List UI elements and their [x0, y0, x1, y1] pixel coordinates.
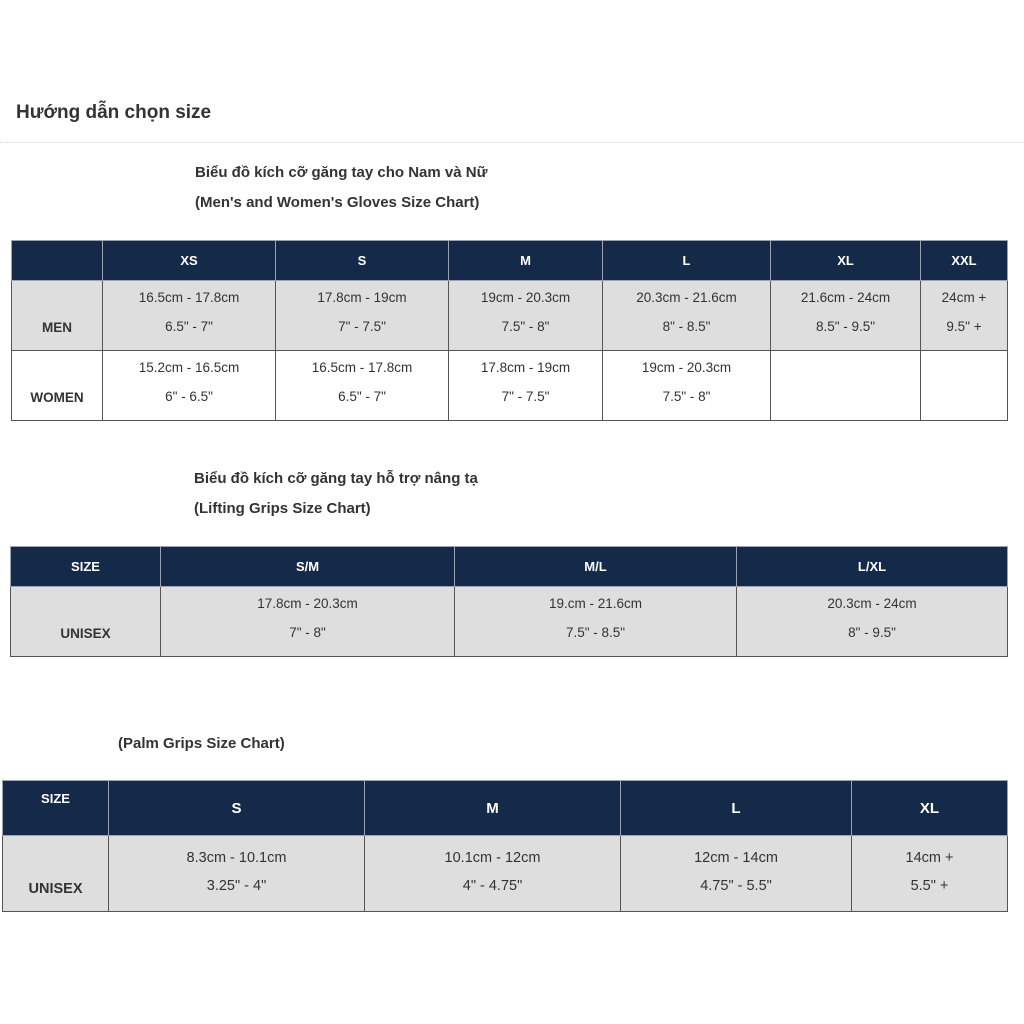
page-title: Hướng dẫn chọn size	[16, 102, 212, 123]
size-cell: 19cm - 20.3cm 7.5" - 8"	[449, 281, 603, 351]
header-cell: XL	[771, 241, 921, 281]
row-label: UNISEX	[3, 836, 109, 912]
header-cell	[12, 241, 103, 281]
size-cell: 20.3cm - 21.6cm 8" - 8.5"	[603, 281, 771, 351]
lifting-header-row	[11, 547, 1008, 587]
lifting-chart-title	[194, 464, 478, 524]
lifting-title-en: (Lifting Grips Size Chart)	[194, 500, 371, 517]
size-cell: 17.8cm - 19cm 7" - 7.5"	[449, 351, 603, 421]
size-cell: 20.3cm - 24cm 8" - 9.5"	[737, 587, 1008, 657]
header-cell: M/L	[455, 547, 737, 587]
header-cell: L	[621, 781, 852, 836]
header-cell: S	[109, 781, 365, 836]
palm-header-row	[3, 781, 1008, 836]
size-cell	[771, 351, 921, 421]
header-cell: S	[276, 241, 449, 281]
gloves-size-table	[11, 240, 1008, 421]
header-cell: SIZE	[3, 781, 109, 836]
size-cell: 17.8cm - 19cm 7" - 7.5"	[276, 281, 449, 351]
size-cell: 16.5cm - 17.8cm 6.5" - 7"	[276, 351, 449, 421]
table-row-unisex	[11, 587, 1008, 657]
gloves-title-en: (Men's and Women's Gloves Size Chart)	[195, 194, 480, 211]
row-label: UNISEX	[11, 587, 161, 657]
header-cell: L/XL	[737, 547, 1008, 587]
palm-chart-title	[118, 729, 285, 759]
size-cell: 24cm + 9.5" +	[921, 281, 1008, 351]
size-cell: 16.5cm - 17.8cm 6.5" - 7"	[103, 281, 276, 351]
lifting-title-vi: Biểu đồ kích cỡ găng tay hỗ trợ nâng tạ	[194, 470, 478, 487]
header-cell: M	[449, 241, 603, 281]
gloves-title-vi: Biểu đồ kích cỡ găng tay cho Nam và Nữ	[195, 164, 488, 181]
gloves-header-row	[12, 241, 1008, 281]
table-row-women	[12, 351, 1008, 421]
size-cell: 8.3cm - 10.1cm 3.25" - 4"	[109, 836, 365, 912]
size-cell	[921, 351, 1008, 421]
header-cell: SIZE	[11, 547, 161, 587]
row-label: MEN	[12, 281, 103, 351]
size-cell: 17.8cm - 20.3cm 7" - 8"	[161, 587, 455, 657]
header-cell: M	[365, 781, 621, 836]
palm-title-en: (Palm Grips Size Chart)	[118, 735, 285, 752]
size-cell: 14cm + 5.5" +	[852, 836, 1008, 912]
header-cell: XL	[852, 781, 1008, 836]
lifting-grips-size-table	[10, 546, 1008, 657]
header-cell: L	[603, 241, 771, 281]
size-cell: 19.cm - 21.6cm 7.5" - 8.5"	[455, 587, 737, 657]
header-cell: S/M	[161, 547, 455, 587]
table-row-unisex	[3, 836, 1008, 912]
row-label: WOMEN	[12, 351, 103, 421]
table-row-men	[12, 281, 1008, 351]
palm-grips-size-table	[2, 780, 1008, 912]
size-cell: 21.6cm - 24cm 8.5" - 9.5"	[771, 281, 921, 351]
size-cell: 10.1cm - 12cm 4" - 4.75"	[365, 836, 621, 912]
size-cell: 19cm - 20.3cm 7.5" - 8"	[603, 351, 771, 421]
size-cell: 12cm - 14cm 4.75" - 5.5"	[621, 836, 852, 912]
title-divider	[0, 142, 1024, 143]
gloves-chart-title	[195, 158, 487, 218]
header-cell: XS	[103, 241, 276, 281]
size-cell: 15.2cm - 16.5cm 6" - 6.5"	[103, 351, 276, 421]
header-cell: XXL	[921, 241, 1008, 281]
